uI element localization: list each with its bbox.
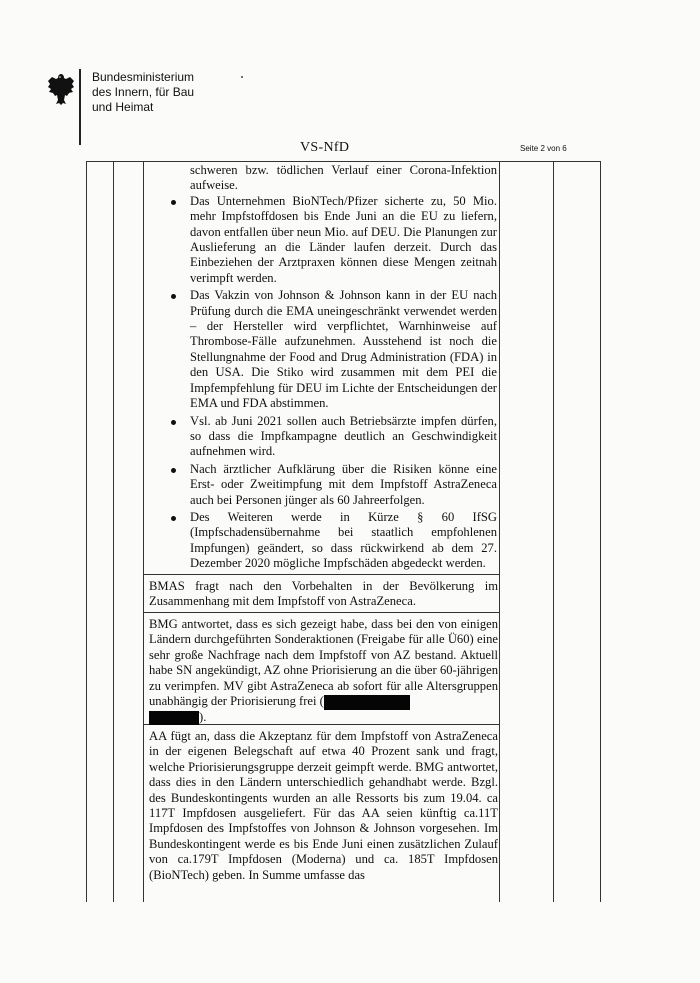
- bmg-paragraph: [149, 617, 498, 725]
- bullet-item: [162, 414, 497, 460]
- redaction-bar: [149, 711, 199, 725]
- table-row-divider-2: [143, 612, 500, 613]
- bullet-dot-icon: [171, 516, 176, 521]
- ministry-name: [92, 70, 194, 115]
- table-col-border-4: [499, 161, 500, 902]
- table-col-border-2: [113, 161, 114, 902]
- bullet-section: [162, 163, 497, 574]
- ministry-line-3: und Heimat: [92, 100, 154, 114]
- ministry-line-1: Bundesministerium: [92, 70, 195, 84]
- bullet-item: [162, 288, 497, 411]
- bmg-close-text: ).: [199, 709, 207, 724]
- bmg-text: [149, 617, 498, 725]
- scan-speck: [241, 76, 243, 78]
- bmas-text: BMAS fragt nach den Vorbehalten in der Bevölkerung im Zusammenhang mit dem Impfstoff von AstraZeneca.: [149, 579, 498, 609]
- redaction-bar: [324, 695, 410, 710]
- bullet-text: Nach ärztlicher Aufklärung über die Risiken könne eine Erst- oder Zweitimpfung mit dem Impfstoff AstraZeneca auch bei Personen jünger als 60 Jahreerfolgen.: [190, 461, 497, 507]
- table-col-border-1: [86, 161, 87, 902]
- bullet-text: Des Weiteren werde in Kürze § 60 IfSG (Impfschadensübernahme bei staatlich empfohlenen Impfungen) geändert, so dass rückwirkend ab dem 27. Dezember 2020 mögliche Impfschäden abgedeckt werden.: [190, 509, 497, 571]
- bmas-paragraph: [149, 579, 498, 610]
- bullet-dot-icon: [171, 200, 176, 205]
- bullet-text: Das Vakzin von Johnson & Johnson kann in der EU nach Prüfung durch die EMA uneingeschränkt verwendet werden – der Hersteller wird verpflichtet, Warnhinweise auf Thrombose-Fälle aufzunehmen. Ausstehend ist noch die Stellungnahme der Food and Drug Administration (FDA) in den USA. Die Stiko wird zusammen mit dem PEI die Impfempfehlung für DEU im Lichte der Entscheidungen der EMA und FDA abstimmen.: [190, 288, 497, 411]
- bullet-text: Das Unternehmen BioNTech/Pfizer sicherte zu, 50 Mio. mehr Impfstoffdosen bis Ende Juni an die EU zu liefern, davon entfallen über neun Mio. auf DEU. Die Planungen zur Auslieferung an die Länder laufen derzeit. Durch das Einbeziehen der Arztpraxen können diese Mengen zeitnah verimpft werden.: [190, 193, 497, 285]
- table-row-divider-1: [143, 574, 500, 575]
- bullet-dot-icon: [171, 468, 176, 473]
- bullet-text: Vsl. ab Juni 2021 sollen auch Betriebsärzte impfen dürfen, so dass die Impfkampagne deutlich an Geschwindigkeit aufnehmen wird.: [190, 413, 497, 459]
- continuation-text: schweren bzw. tödlichen Verlauf einer Corona-Infektion aufweise.: [190, 163, 497, 193]
- bullet-dot-icon: [171, 294, 176, 299]
- ministry-line-2: des Innern, für Bau: [92, 85, 195, 99]
- table-col-border-5: [553, 161, 554, 902]
- bullet-dot-icon: [171, 420, 176, 425]
- bullet-item: [162, 462, 497, 508]
- page-number: Seite 2 von 6: [520, 144, 567, 153]
- bullet-item: [162, 510, 497, 572]
- bullet-list: [162, 194, 497, 572]
- aa-paragraph: [149, 729, 498, 883]
- classification-label: VS-NfD: [300, 140, 350, 155]
- federal-eagle-icon: [47, 72, 75, 106]
- header-divider: [79, 69, 81, 145]
- bmg-main-text: BMG antwortet, dass es sich gezeigt habe, dass bei den von einigen Ländern durchgeführten Sonderaktionen (Freigabe für alle Ü60) eine sehr große Nachfrage nach dem Impfstoff von AZ bestand. Aktuell habe SN angekündigt, AZ ohne Priorisierung an die über 60-jährigen zu verimpfen. MV gibt AstraZeneca ab sofort für alle Altersgruppen unabhängig der Priorisierung frei (: [149, 617, 498, 709]
- table-col-border-3: [143, 161, 144, 902]
- table-top-border: [86, 161, 601, 162]
- bullet-item: [162, 194, 497, 286]
- table-col-border-6: [600, 161, 601, 902]
- aa-text: AA fügt an, dass die Akzeptanz für dem Impfstoff von AstraZeneca in der eigenen Belegschaft auf etwa 40 Prozent sank und fragt, welche Priorisierungsgruppe derzeit geimpft werde. BMG antwortet, dass dies in den Ländern unterschiedlich gehandhabt werde. Bzgl. des Bundeskontingents wurden an alle Ressorts bis zum 19.04. ca 117T Impfdosen ausgeliefert. Für das AA seien künftig ca.11T Impfdosen des Impfstoffes von Johnson & Johnson vorgesehen. Im Bundeskontingent werde es bis Ende Juni einen zusätzlichen Zulauf von ca.179T Impfdosen (Moderna) und ca. 185T Impfdosen (BioNTech) geben. In Summe umfasse das: [149, 729, 498, 882]
